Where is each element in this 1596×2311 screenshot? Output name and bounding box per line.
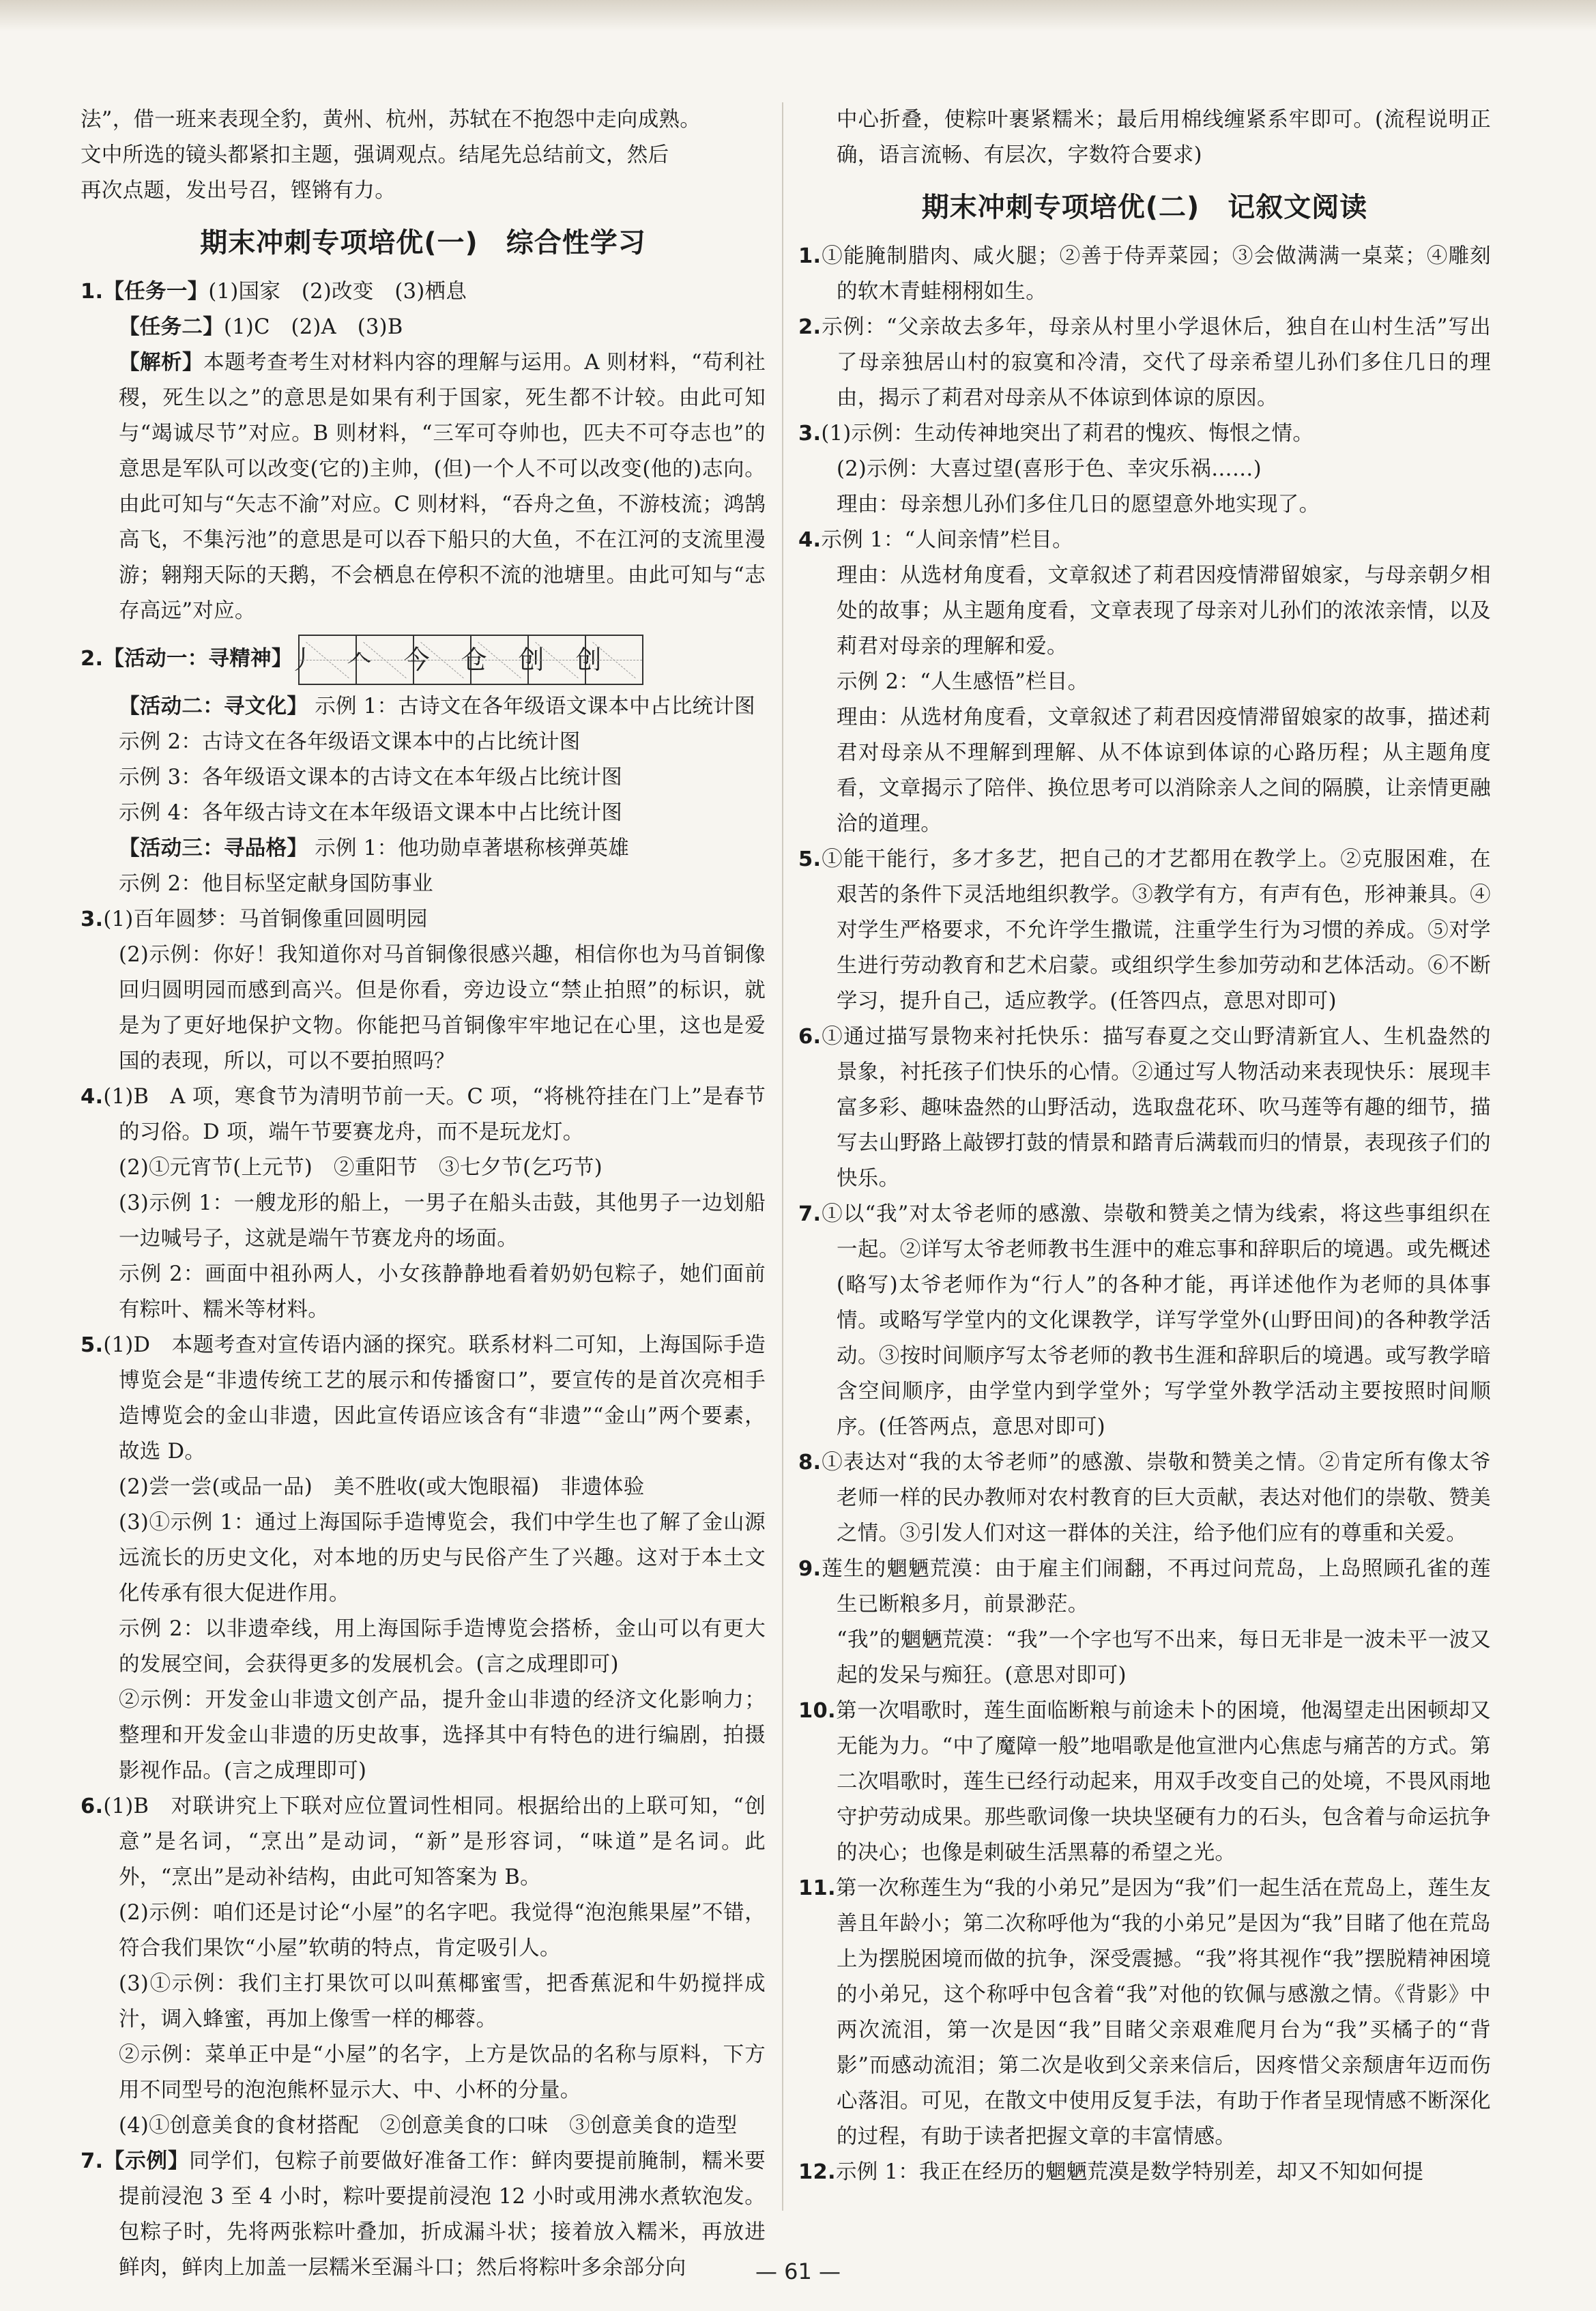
grid-cell: 丿 — [300, 636, 357, 684]
q7-continued: 中心折叠，使粽叶裹紧糯米；最后用棉线缠紧系牢即可。(流程说明正确，语言流畅、有层次，字数符合要求) — [837, 108, 1491, 167]
intro-line: 法”，借一班来表现全豹，黄州、杭州，苏轼在不抱怨中走向成熟。 — [81, 108, 701, 132]
section-title-1: 期末冲刺专项培优(一) 综合性学习 — [200, 227, 646, 259]
answer-text: ①表达对“我的太爷老师”的感激、崇敬和赞美之情。②肯定所有像太爷老师一样的民办教师对农村教育的巨大贡献，表达对他们的崇敬、赞美之情。③引发人们对这一群体的关注，给予他们应有的尊重和关爱。 — [821, 1451, 1491, 1545]
q2-example: 示例 2：古诗文在各年级语文课本中的占比统计图 — [119, 730, 581, 754]
q2-example: 示例 2：他目标坚定献身国防事业 — [119, 872, 433, 896]
answer-text: ①能干能行，多才多艺，把自己的才艺都用在教学上。②克服困难，在艰苦的条件下灵活地组织教学。③教学有方，有声有色，形神兼具。④对学生严格要求，不允许学生撒谎，注重学生行为习惯的养成。⑤对学生进行劳动教育和艺术启蒙。或组织学生参加劳动和艺体活动。⑥不断学习，提升自己，适应教学。(任答四点，意思对即可) — [821, 847, 1491, 1013]
answer-item — [798, 1552, 1491, 1623]
q1-analysis: 【解析】本题考查考生对材料内容的理解与运用。A 则材料，“苟利社稷，死生以之”的意思是如果有利于国家，死生都不计较。由此可知与“竭诚尽节”对应。B 则材料，“三军可夺帅也，匹夫不可夺志也”的意思是军队可以改变(它的)主帅，(但)一个人不可以改变(他的)志向。由此可知与“矢志不渝”对应。C 则材料，“吞舟之鱼，不游枝流；鸿鹄高飞，不集污池”的意思是可以吞下船只的大鱼，不在江河的支流里漫游；翱翔天际的天鹅，不会栖息在停积不流的池塘里。由此可知与“志存高远”对应。 — [119, 351, 766, 623]
answer-number: 10. — [798, 1699, 836, 1723]
answer-number: 5. — [798, 847, 822, 871]
answer-number: 11. — [798, 1876, 836, 1900]
answer-list — [798, 239, 1491, 2190]
page-number: — 61 — — [755, 2258, 841, 2284]
q6-part1: 6.(1)B 对联讲究上下联对应位置词性相同。根据给出的上联可知，“创意”是名词，“烹出”是动词，“新”是形容词，“味道”是名词。此外，“烹出”是动补结构，由此可知答案为 B。 — [81, 1794, 766, 1889]
answer-number: 6. — [798, 1025, 822, 1049]
q6-part5: (4)①创意美食的食材搭配 ②创意美食的口味 ③创意美食的造型 — [119, 2114, 738, 2138]
grid-cell: 创 — [586, 636, 642, 684]
answer-text: 示例：“父亲故去多年，母亲从村里小学退休后，独自在山村生活”写出了母亲独居山村的寂寞和冷清，交代了母亲希望儿孙们多住几日的理由，揭示了莉君对母亲从不体谅到体谅的原因。 — [821, 315, 1491, 410]
q4-part1: 4.(1)B A 项，寒食节为清明节前一天。C 项，“将桃符挂在门上”是春节的习俗。D 项，端午节要赛龙舟，而不是玩龙灯。 — [81, 1085, 766, 1144]
q3-part2: (2)示例：你好！我知道你对马首铜像很感兴趣，相信你也为马首铜像回归圆明园而感到高兴。但是你看，旁边设立“禁止拍照”的标识，就是为了更好地保护文物。你能把马首铜像牢牢地记在心里，这也是爱国的表现，所以，可以不要拍照吗？ — [119, 943, 766, 1073]
q2-example: 示例 3：各年级语文课本的古诗文在本年级占比统计图 — [119, 766, 623, 789]
stroke-order-grid — [289, 635, 643, 685]
answer-item — [798, 523, 1491, 558]
answer-paragraph: (2)示例：大喜过望(喜形于色、幸灾乐祸……) — [837, 457, 1262, 481]
answer-item — [798, 1871, 1491, 2155]
answer-text: (1)示例：生动传神地突出了莉君的愧疚、悔恨之情。 — [821, 422, 1314, 446]
answer-text: 示例 1：我正在经历的魍魉荒漠是数学特别差，却又不知如何提 — [835, 2160, 1424, 2184]
answer-item — [798, 1445, 1491, 1552]
q4-part3: (3)示例 1：一艘龙形的船上，一男子在船头击鼓，其他男子一边划船一边喊号子，这就是端午节赛龙舟的场面。 — [119, 1191, 766, 1251]
answer-number: 7. — [798, 1202, 822, 1226]
answer-paragraph: 示例 2：“人生感悟”栏目。 — [837, 670, 1089, 694]
q1-task1: 1.【任务一】(1)国家 (2)改变 (3)栖息 — [81, 280, 467, 304]
answer-text: 示例 1：“人间亲情”栏目。 — [821, 528, 1073, 552]
answer-item — [798, 310, 1491, 416]
answer-number: 1. — [798, 244, 822, 268]
q5-part5: ②示例：开发金山非遗文创产品，提升金山非遗的经济文化影响力；整理和开发金山非遗的历史故事，选择其中有特色的进行编剧，拍摄影视作品。(言之成理即可) — [119, 1688, 766, 1783]
q4-part4: 示例 2：画面中祖孙两人，小女孩静静地看着奶奶包粽子，她们面前有粽叶、糯米等材料。 — [119, 1262, 766, 1322]
answer-paragraph: “我”的魍魉荒漠：“我”一个字也写不出来，每日无非是一波未平一波又起的发呆与痴狂。(意思对即可) — [837, 1628, 1491, 1687]
intro-line: 再次点题，发出号召，铿锵有力。 — [81, 179, 396, 203]
q6-part2: (2)示例：咱们还是讨论“小屋”的名字吧。我觉得“泡泡熊果屋”不错，符合我们果饮“小屋”软萌的特点，肯定吸引人。 — [119, 1901, 766, 1960]
answer-text: ①能腌制腊肉、咸火腿；②善于侍弄菜园；③会做满满一桌菜；④雕刻的软木青蛙栩栩如生。 — [821, 244, 1491, 304]
left-column — [81, 102, 766, 2286]
q5-part1: 5.(1)D 本题考查对宣传语内涵的探究。联系材料二可知，上海国际手造博览会是“非遗传统工艺的展示和传播窗口”，要宣传的是首次亮相手造博览会的金山非遗，因此宣传语应该含有“非遗”“金山”两个要素，故选 D。 — [81, 1333, 766, 1464]
answer-paragraph: 理由：母亲想儿孙们多住几日的愿望意外地实现了。 — [837, 493, 1320, 517]
grid-cell: 𠆢 — [357, 636, 414, 684]
q5-part2: (2)尝一尝(或品一品) 美不胜收(或大饱眼福) 非遗体验 — [119, 1475, 645, 1499]
q5-part4: 示例 2：以非遗牵线，用上海国际手造博览会搭桥，金山可以有更大的发展空间，会获得更多的发展机会。(言之成理即可) — [119, 1617, 766, 1676]
answer-text: 第一次唱歌时，莲生面临断粮与前途未卜的困境，他渴望走出困顿却又无能为力。“中了魔障一般”地唱歌是他宣泄内心焦虑与痛苦的方式。第二次唱歌时，莲生已经行动起来，用双手改变自己的处境，不畏风雨地守护劳动成果。那些歌词像一块块坚硬有力的石头，包含着与命运抗争的决心；也像是刺破生活黑幕的希望之光。 — [835, 1699, 1491, 1865]
answer-text: ①以“我”对太爷老师的感激、崇敬和赞美之情为线索，将这些事组织在一起。②详写太爷老师教书生涯中的难忘事和辞职后的境遇。或先概述(略写)太爷老师作为“行人”的各种才能，再详述他作为老师的具体事情。或略写学堂内的文化课教学，详写学堂外(山野田间)的各种教学活动。③按时间顺序写太爷老师的教书生涯和辞职后的境遇。或写教学暗含空间顺序，由学堂内到学堂外；写学堂外教学活动主要按照时间顺序。(任答两点，意思对即可) — [821, 1202, 1491, 1439]
grid-cell: 创 — [529, 636, 586, 684]
q4-part2: (2)①元宵节(上元节) ②重阳节 ③七夕节(乞巧节) — [119, 1156, 603, 1180]
answer-number: 2. — [798, 315, 822, 339]
answer-text: 第一次称莲生为“我的小弟兄”是因为“我”们一起生活在荒岛上，莲生友善且年龄小；第二次称呼他为“我的小弟兄”是因为“我”目睹了他在荒岛上为摆脱困境而做的抗争，深受震撼。“我”将其视作“我”摆脱精神困境的小弟兄，这个称呼中包含着“我”对他的钦佩与感激之情。《背影》中两次流泪，第一次是因“我”目睹父亲艰难爬月台为“我”买橘子的“背影”而感动流泪；第二次是收到父亲来信后，因疼惜父亲颓唐年迈而伤心落泪。可见，在散文中使用反复手法，有助于作者呈现情感不断深化的过程，有助于读者把握文章的丰富情感。 — [835, 1876, 1491, 2149]
answer-paragraph: 理由：从选材角度看，文章叙述了莉君因疫情滞留娘家，与母亲朝夕相处的故事；从主题角度看，文章表现了母亲对儿孙们的浓浓亲情，以及莉君对母亲的理解和爱。 — [837, 564, 1491, 658]
answer-number: 4. — [798, 528, 822, 552]
q7-example: 7.【示例】同学们，包粽子前要做好准备工作：鲜肉要提前腌制，糯米要提前浸泡 3 至 4 小时，粽叶要提前浸泡 12 小时或用沸水煮软泡发。包粽子时，先将两张粽叶叠加，折成漏斗状；接着放入糯米，再放进鲜肉，鲜肉上加盖一层糯米至漏斗口；然后将粽叶多余部分向 — [81, 2149, 766, 2280]
section-title-2: 期末冲刺专项培优(二) 记叙文阅读 — [921, 192, 1368, 223]
grid-cell: 仓 — [471, 636, 529, 684]
right-column — [798, 102, 1491, 2190]
answer-item — [798, 2155, 1491, 2190]
q5-part3: (3)①示例 1：通过上海国际手造博览会，我们中学生也了解了金山源远流长的历史文化，对本地的历史与民俗产生了兴趣。这对于本土文化传承有很大促进作用。 — [119, 1511, 766, 1605]
q2-example: 示例 4：各年级古诗文在本年级语文课本中占比统计图 — [119, 801, 623, 825]
top-scan-edge — [0, 0, 1596, 31]
answer-text: ①通过描写景物来衬托快乐：描写春夏之交山野清新宜人、生机盎然的景象，衬托孩子们快乐的心情。②通过写人物活动来表现快乐：展现丰富多彩、趣味盎然的山野活动，选取盘花环、吹马莲等有趣的细节，描写去山野路上敲锣打鼓的情景和踏青后满载而归的情景，表现孩子们的快乐。 — [821, 1025, 1491, 1191]
answer-item — [798, 239, 1491, 310]
answer-number: 3. — [798, 422, 822, 446]
q2-activity3: 【活动三：寻品格】 示例 1：他功勋卓著堪称核弹英雄 — [119, 837, 630, 860]
q3-part1: 3.(1)百年圆梦：马首铜像重回圆明园 — [81, 907, 428, 931]
q2-activity1: 2.【活动一：寻精神】 丿 𠆢 今 仓 创 创 — [81, 635, 766, 685]
answer-number: 12. — [798, 2160, 836, 2184]
q6-part4: ②示例：菜单正中是“小屋”的名字，上方是饮品的名称与原料，下方用不同型号的泡泡熊杯显示大、中、小杯的分量。 — [119, 2043, 766, 2102]
q2-activity2: 【活动二：寻文化】 示例 1：古诗文在各年级语文课本中占比统计图 — [119, 695, 755, 718]
intro-line: 文中所选的镜头都紧扣主题，强调观点。结尾先总结前文，然后 — [81, 143, 669, 167]
answer-item — [798, 416, 1491, 452]
answer-item — [798, 1694, 1491, 1871]
answer-item — [798, 1019, 1491, 1197]
answer-item — [798, 1197, 1491, 1445]
grid-cell: 今 — [414, 636, 471, 684]
answer-text: 莲生的魍魉荒漠：由于雇主们闹翻，不再过问荒岛，上岛照顾孔雀的莲生已断粮多月，前景渺茫。 — [821, 1557, 1491, 1616]
q6-part3: (3)①示例：我们主打果饮可以叫蕉椰蜜雪，把香蕉泥和牛奶搅拌成汁，调入蜂蜜，再加上像雪一样的椰蓉。 — [119, 1972, 766, 2031]
answer-number: 9. — [798, 1557, 822, 1581]
q1-task2: 【任务二】(1)C (2)A (3)B — [119, 315, 403, 339]
answer-number: 8. — [798, 1451, 822, 1474]
column-divider — [782, 102, 783, 2211]
answer-paragraph: 理由：从选材角度看，文章叙述了莉君因疫情滞留娘家的故事，描述莉君对母亲从不理解到理解、从不体谅到体谅的心路历程；从主题角度看，文章揭示了陪伴、换位思考可以消除亲人之间的隔膜，让亲情更融洽的道理。 — [837, 706, 1491, 836]
answer-item — [798, 842, 1491, 1019]
